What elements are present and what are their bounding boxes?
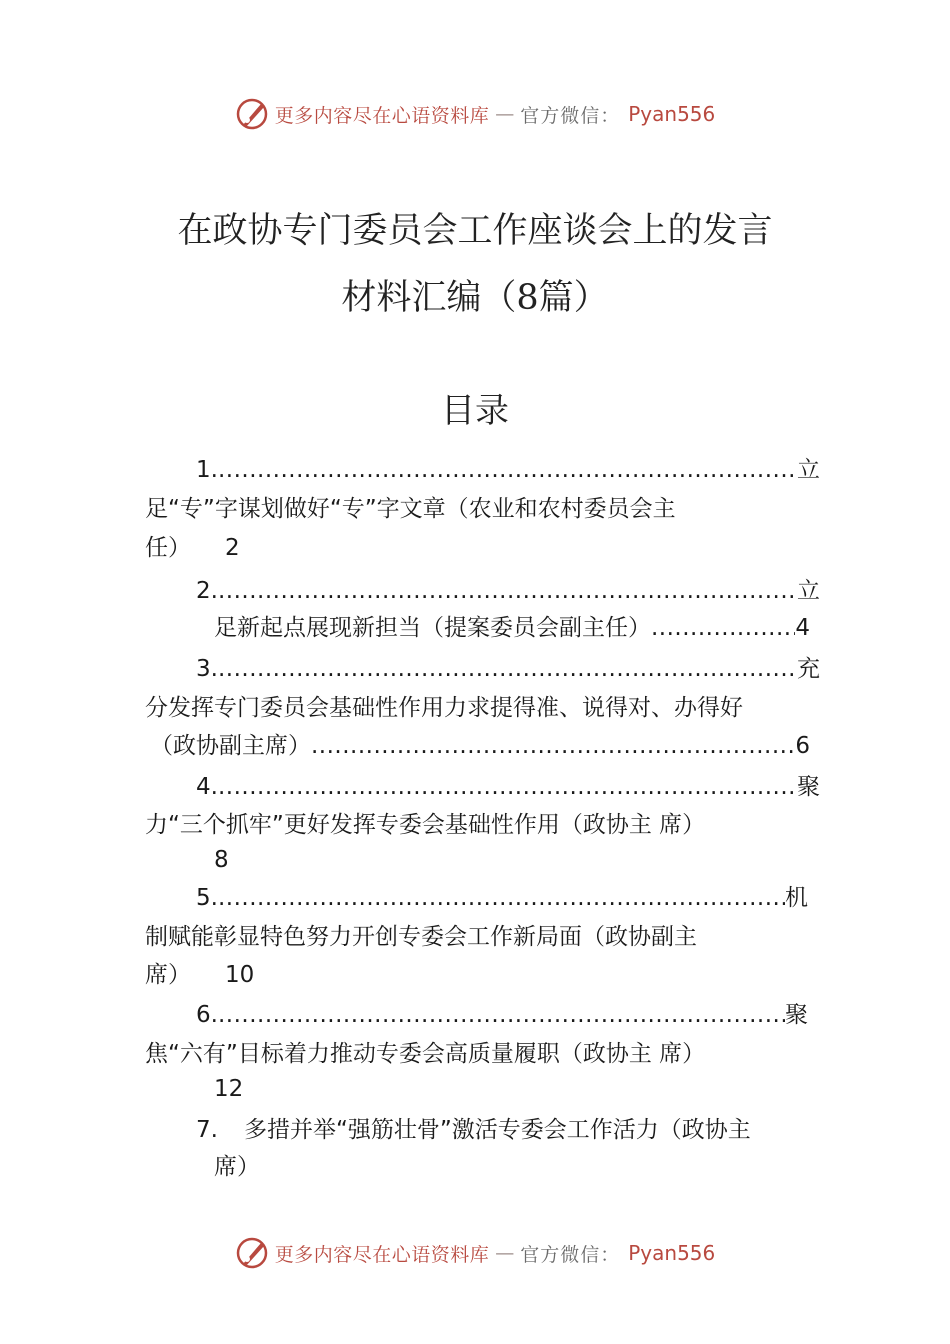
pen-circle-icon — [235, 1236, 269, 1270]
toc-number: 4. — [196, 774, 218, 800]
document-title-line1: 在政协专门委员会工作座谈会上的发言 — [177, 211, 773, 251]
toc-number: 5. — [196, 885, 218, 911]
toc-number: 3. — [196, 656, 218, 682]
banner-dash: — — [495, 103, 515, 125]
toc-entry-3-text-cont[interactable]: （政协副主席） ..... 6 — [150, 731, 810, 761]
toc-entry-3[interactable] — [196, 654, 820, 684]
footer-banner — [0, 1233, 950, 1273]
document-title-line2: 材料汇编（8篇） — [341, 278, 609, 318]
banner-wechat-id: Pyan556 — [628, 102, 716, 126]
toc-leader — [218, 654, 797, 684]
pen-circle-icon — [235, 97, 269, 131]
toc-leader — [218, 883, 785, 913]
banner-wechat-id: Pyan556 — [628, 1241, 716, 1265]
banner-label: 官方微信： — [520, 104, 621, 127]
banner-text: 更多内容尽在心语资料库 — [274, 1243, 490, 1266]
toc-leader — [311, 731, 795, 761]
toc-entry-1[interactable] — [196, 455, 820, 485]
toc-leader — [651, 613, 795, 643]
toc-entry-4[interactable] — [196, 772, 820, 802]
toc-page-number: 2 — [225, 535, 240, 561]
toc-page-number[interactable]: 12 — [214, 1076, 244, 1102]
toc-first-char: 聚 — [785, 1002, 808, 1028]
toc-entry-1-text[interactable]: 足“专”字谋划做好“专”字文章（农业和农村委员会主 — [145, 496, 676, 522]
toc-first-char: 机 — [785, 885, 808, 911]
toc-entry-5-text-cont[interactable]: 席） 10 — [145, 962, 255, 988]
toc-number: 6. — [196, 1002, 218, 1028]
toc-entry-4-text[interactable]: 力“三个抓牢”更好发挥专委会基础性作用（政协主 席） — [145, 812, 706, 838]
banner-text: 更多内容尽在心语资料库 — [274, 104, 490, 127]
toc-leader — [218, 455, 797, 485]
toc-entry-5[interactable] — [196, 883, 808, 913]
toc-first-char: 立 — [797, 578, 820, 604]
toc-entry-6-text[interactable]: 焦“六有”目标着力推动专委会高质量履职（政协主 席） — [145, 1041, 706, 1067]
toc-entry-6[interactable] — [196, 1000, 808, 1030]
toc-page-number: 4 — [795, 615, 810, 641]
toc-entry-7[interactable]: 7. 多措并举“强筋壮骨”激活专委会工作活力（政协主 — [196, 1117, 751, 1143]
toc-entry-1-text-cont[interactable]: 任） 2 — [145, 535, 240, 561]
toc-leader — [218, 1000, 785, 1030]
toc-first-char: 立 — [797, 457, 820, 483]
toc-entry-2[interactable] — [196, 576, 820, 606]
header-banner — [0, 94, 950, 134]
toc-page-number: 6 — [795, 733, 810, 759]
banner-dash: — — [495, 1242, 515, 1264]
toc-first-char: 充 — [797, 656, 820, 682]
toc-entry-3-text[interactable]: 分发挥专门委员会基础性作用力求提得准、说得对、办得好 — [145, 695, 743, 721]
banner-label: 官方微信： — [520, 1243, 621, 1266]
toc-page-number: 10 — [225, 962, 255, 988]
toc-first-char: 聚 — [797, 774, 820, 800]
toc-leader — [218, 772, 797, 802]
toc-number: 1. — [196, 457, 218, 483]
toc-entry-2-text[interactable]: 足新起点展现新担当（提案委员会副主任） ..... 4 — [214, 613, 810, 643]
toc-entry-5-text[interactable]: 制赋能彰显特色努力开创专委会工作新局面（政协副主 — [145, 924, 697, 950]
toc-page-number[interactable]: 8 — [214, 847, 229, 873]
toc-heading: 目录 — [441, 391, 509, 431]
toc-number: 2. — [196, 578, 218, 604]
toc-number: 7. — [196, 1117, 218, 1143]
toc-leader — [218, 576, 797, 606]
toc-entry-7-text-cont[interactable]: 席） — [214, 1154, 260, 1180]
